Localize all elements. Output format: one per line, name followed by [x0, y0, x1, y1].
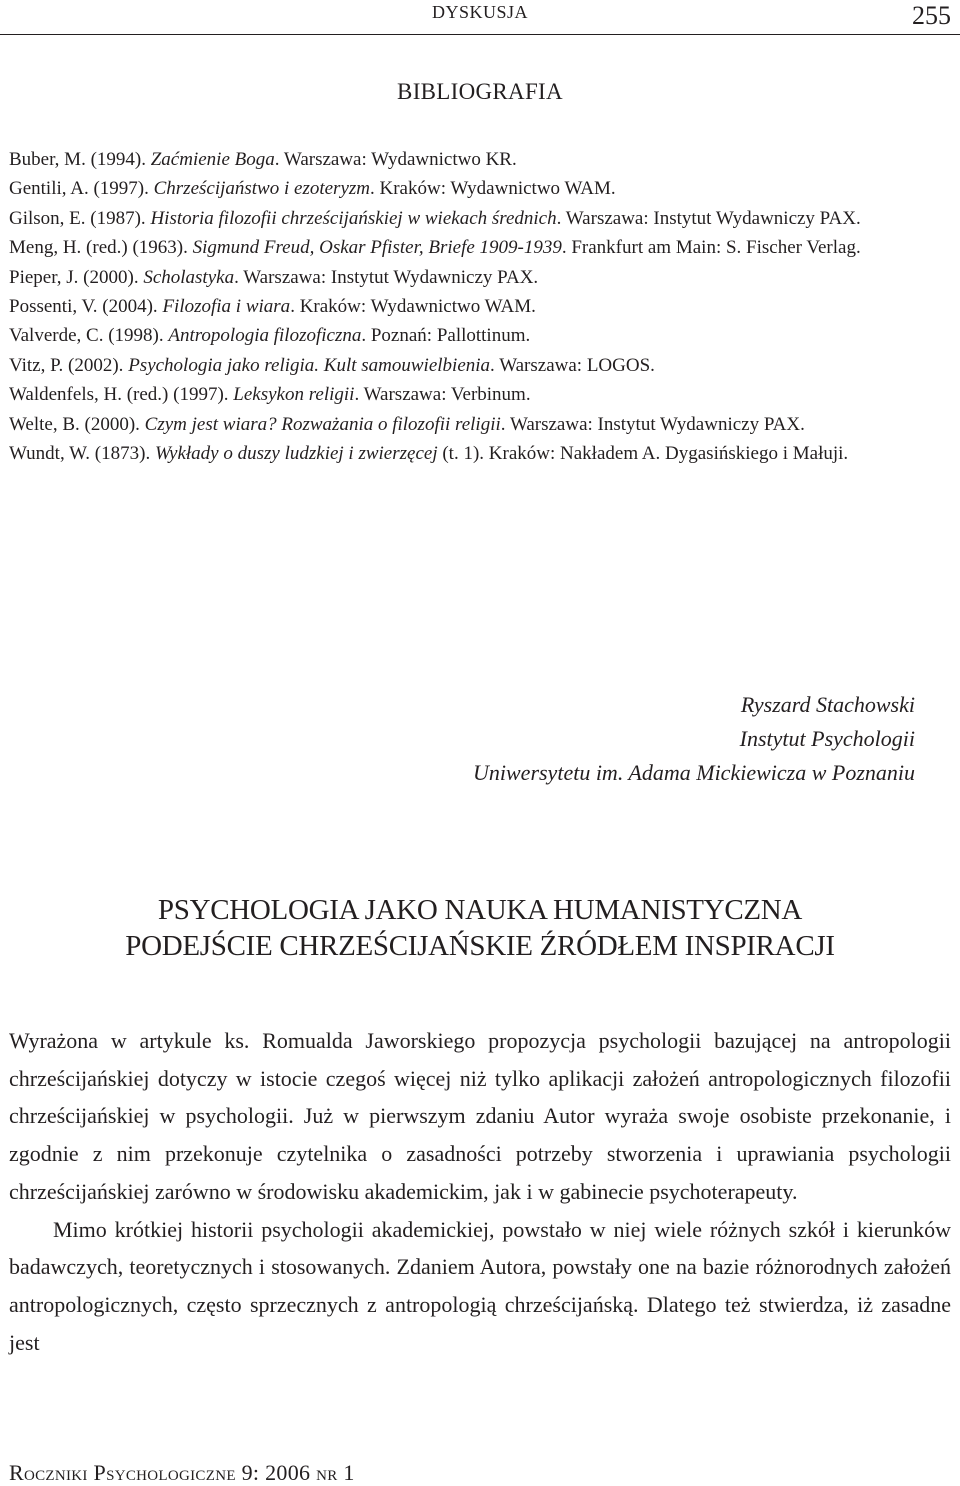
entry-author: Gilson, E. (1987).: [9, 207, 151, 229]
entry-publisher: (t. 1). Kraków: Nakładem A. Dygasińskiego i Małuji.: [437, 443, 849, 465]
journal-footer: Roczniki Psychologiczne 9: 2006 nr 1: [9, 1460, 355, 1485]
entry-title: Czym jest wiara? Rozważania o filozofii religii: [144, 413, 501, 435]
bibliography-entry: [9, 292, 954, 321]
entry-author: Possenti, V. (2004).: [9, 296, 163, 318]
entry-title: Historia filozofii chrześcijańskiej w wiekach średnich: [150, 207, 557, 229]
body-paragraph-1: Wyrażona w artykule ks. Romualda Jaworskiego propozycja psychologii bazującej na antropologii chrześcijańskiej dotyczy w istocie czegoś więcej niż tylko aplikacji założeń antropologicznych filozofii chrześcijańskiej w psychologii. Już w pierwszym zdaniu Autor wyraża swoje osobiste przekonanie, i zgodnie z nim przekonuje czytelnika o zasadności potrzeby stworzenia i uprawiania psychologii chrześcijańskiej zarówno w środowisku akademickim, jak i w gabinecie psychoterapeuty.: [9, 1028, 951, 1204]
bibliography-heading: BIBLIOGRAFIA: [397, 79, 563, 104]
entry-author: Wundt, W. (1873).: [9, 443, 155, 465]
entry-publisher: . Kraków: Wydawnictwo WAM.: [290, 296, 536, 318]
entry-title: Sigmund Freud, Oskar Pfister, Briefe 1909-1939: [192, 237, 562, 259]
entry-title: Zaćmienie Boga: [150, 149, 275, 170]
entry-author: Gentili, A. (1997).: [9, 178, 154, 200]
body-paragraph-2: Mimo krótkiej historii psychologii akademickiej, powstało w niej wiele różnych szkół i kierunków badawczych, teoretycznych i stosowanych. Zdaniem Autora, powstały one na bazie różnorodnych założeń antropologicznych, często sprzecznych z antropologią chrześcijańską. Dlatego też stwierdza, iż zasadne jest: [9, 1216, 951, 1355]
entry-author: Valverde, C. (1998).: [9, 325, 169, 347]
entry-publisher: . Warszawa: Instytut Wydawniczy PAX.: [500, 413, 805, 435]
entry-publisher: . Kraków: Wydawnictwo WAM.: [370, 178, 616, 200]
entry-publisher: . Warszawa: Instytut Wydawniczy PAX.: [556, 207, 861, 229]
bibliography-entry: [9, 410, 954, 439]
bibliography-entry: [9, 380, 954, 409]
article-title: [0, 892, 960, 964]
entry-title: Chrześcijaństwo i ezoteryzm: [153, 178, 370, 200]
entry-title: Wykłady o duszy ludzkiej i zwierzęcej: [154, 443, 438, 465]
entry-publisher: . Frankfurt am Main: S. Fischer Verlag.: [561, 237, 861, 259]
entry-title: Antropologia filozoficzna: [168, 325, 362, 347]
entry-publisher: . Warszawa: Wydawnictwo KR.: [274, 149, 517, 170]
article-title-line-1: PSYCHOLOGIA JAKO NAUKA HUMANISTYCZNA: [157, 894, 803, 926]
entry-title: Scholastyka: [143, 266, 235, 288]
entry-author: Buber, M. (1994).: [9, 149, 151, 170]
bibliography-entry: [9, 351, 954, 380]
entry-title: Psychologia jako religia. Kult samouwielbienia: [128, 354, 491, 376]
entry-publisher: . Warszawa: Verbinum.: [354, 384, 531, 406]
entry-author: Welte, B. (2000).: [9, 413, 145, 435]
running-title: DYSKUSJA: [431, 2, 529, 22]
bibliography-entry: [9, 439, 954, 468]
signature-institute: Instytut Psychologii: [739, 726, 915, 751]
article-title-line-2: PODEJŚCIE CHRZEŚCIJAŃSKIE ŹRÓDŁEM INSPIRACJI: [125, 930, 835, 962]
entry-author: Waldenfels, H. (red.) (1997).: [9, 384, 234, 406]
article-body: [9, 1022, 951, 1361]
signature-university: Uniwersytetu im. Adama Mickiewicza w Poznaniu: [473, 760, 915, 785]
running-header: [0, 0, 960, 35]
entry-title: Filozofia i wiara: [162, 296, 291, 318]
entry-title: Leksykon religii: [233, 384, 355, 406]
entry-author: Vitz, P. (2002).: [9, 354, 129, 376]
page-number: 255: [912, 1, 951, 30]
bibliography-entry: [9, 321, 954, 350]
bibliography-list: [9, 145, 954, 468]
entry-author: Meng, H. (red.) (1963).: [9, 237, 193, 259]
bibliography-entry: [9, 204, 954, 233]
entry-publisher: . Warszawa: LOGOS.: [490, 354, 655, 376]
author-signature: [473, 688, 915, 790]
signature-name: Ryszard Stachowski: [740, 692, 915, 717]
bibliography-entry: [9, 145, 954, 174]
bibliography-entry: [9, 263, 954, 292]
bibliography-entry: [9, 233, 954, 262]
entry-publisher: . Poznań: Pallottinum.: [361, 325, 531, 347]
entry-author: Pieper, J. (2000).: [9, 266, 144, 288]
bibliography-entry: [9, 174, 954, 203]
entry-publisher: . Warszawa: Instytut Wydawniczy PAX.: [234, 266, 539, 288]
